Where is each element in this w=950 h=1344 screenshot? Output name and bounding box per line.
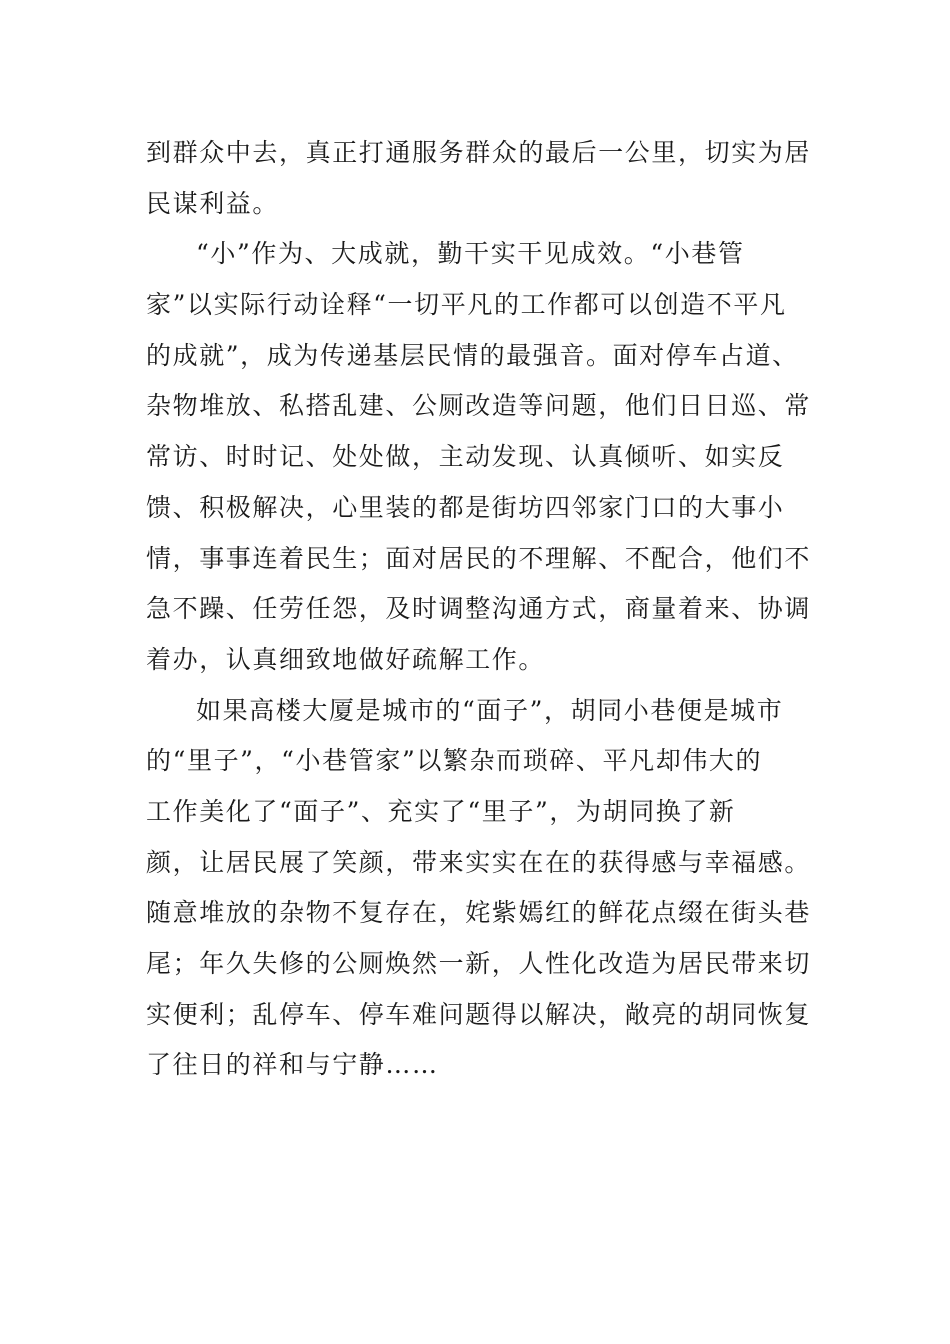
text-line: 家”以实际行动诠释“一切平凡的工作都可以创造不平凡 <box>146 290 787 320</box>
text-line: 工作美化了“面子”、充实了“里子”，为胡同换了新 <box>146 796 736 826</box>
text-line: 杂物堆放、私搭乱建、公厕改造等问题，他们日日巡、常 <box>146 391 812 421</box>
text-line: 如果高楼大厦是城市的“面子”，胡同小巷便是城市 <box>196 695 784 725</box>
text-line: 的成就”，成为传递基层民情的最强音。面对停车占道、 <box>146 340 799 370</box>
paragraph <box>146 128 812 229</box>
text-line: 随意堆放的杂物不复存在，姹紫嫣红的鲜花点缀在街头巷 <box>146 898 812 928</box>
text-line: 的“里子”，“小巷管家”以繁杂而琐碎、平凡却伟大的 <box>146 746 763 776</box>
paragraph <box>146 686 812 1092</box>
text-line: 了往日的祥和与宁静…… <box>146 1050 439 1080</box>
text-line: “小”作为、大成就，勤干实干见成效。“小巷管 <box>196 239 745 269</box>
text-line: 急不躁、任劳任怨，及时调整沟通方式，商量着来、协调 <box>146 594 812 624</box>
text-line: 馈、积极解决，心里装的都是街坊四邻家门口的大事小 <box>146 492 785 522</box>
paragraph <box>146 229 812 685</box>
text-line: 实便利；乱停车、停车难问题得以解决，敞亮的胡同恢复 <box>146 999 812 1029</box>
text-line: 尾；年久失修的公厕焕然一新，人性化改造为居民带来切 <box>146 949 812 978</box>
text-line: 常访、时时记、处处做，主动发现、认真倾听、如实反 <box>146 442 785 472</box>
text-line: 民谋利益。 <box>146 188 280 218</box>
text-line: 颜，让居民展了笑颜，带来实实在在的获得感与幸福感。 <box>146 847 812 877</box>
text-line: 情，事事连着民生；面对居民的不理解、不配合，他们不 <box>146 543 812 573</box>
text-line: 着办，认真细致地做好疏解工作。 <box>146 644 546 674</box>
document-body <box>146 128 812 1091</box>
text-line: 到群众中去，真正打通服务群众的最后一公里，切实为居 <box>146 138 812 167</box>
